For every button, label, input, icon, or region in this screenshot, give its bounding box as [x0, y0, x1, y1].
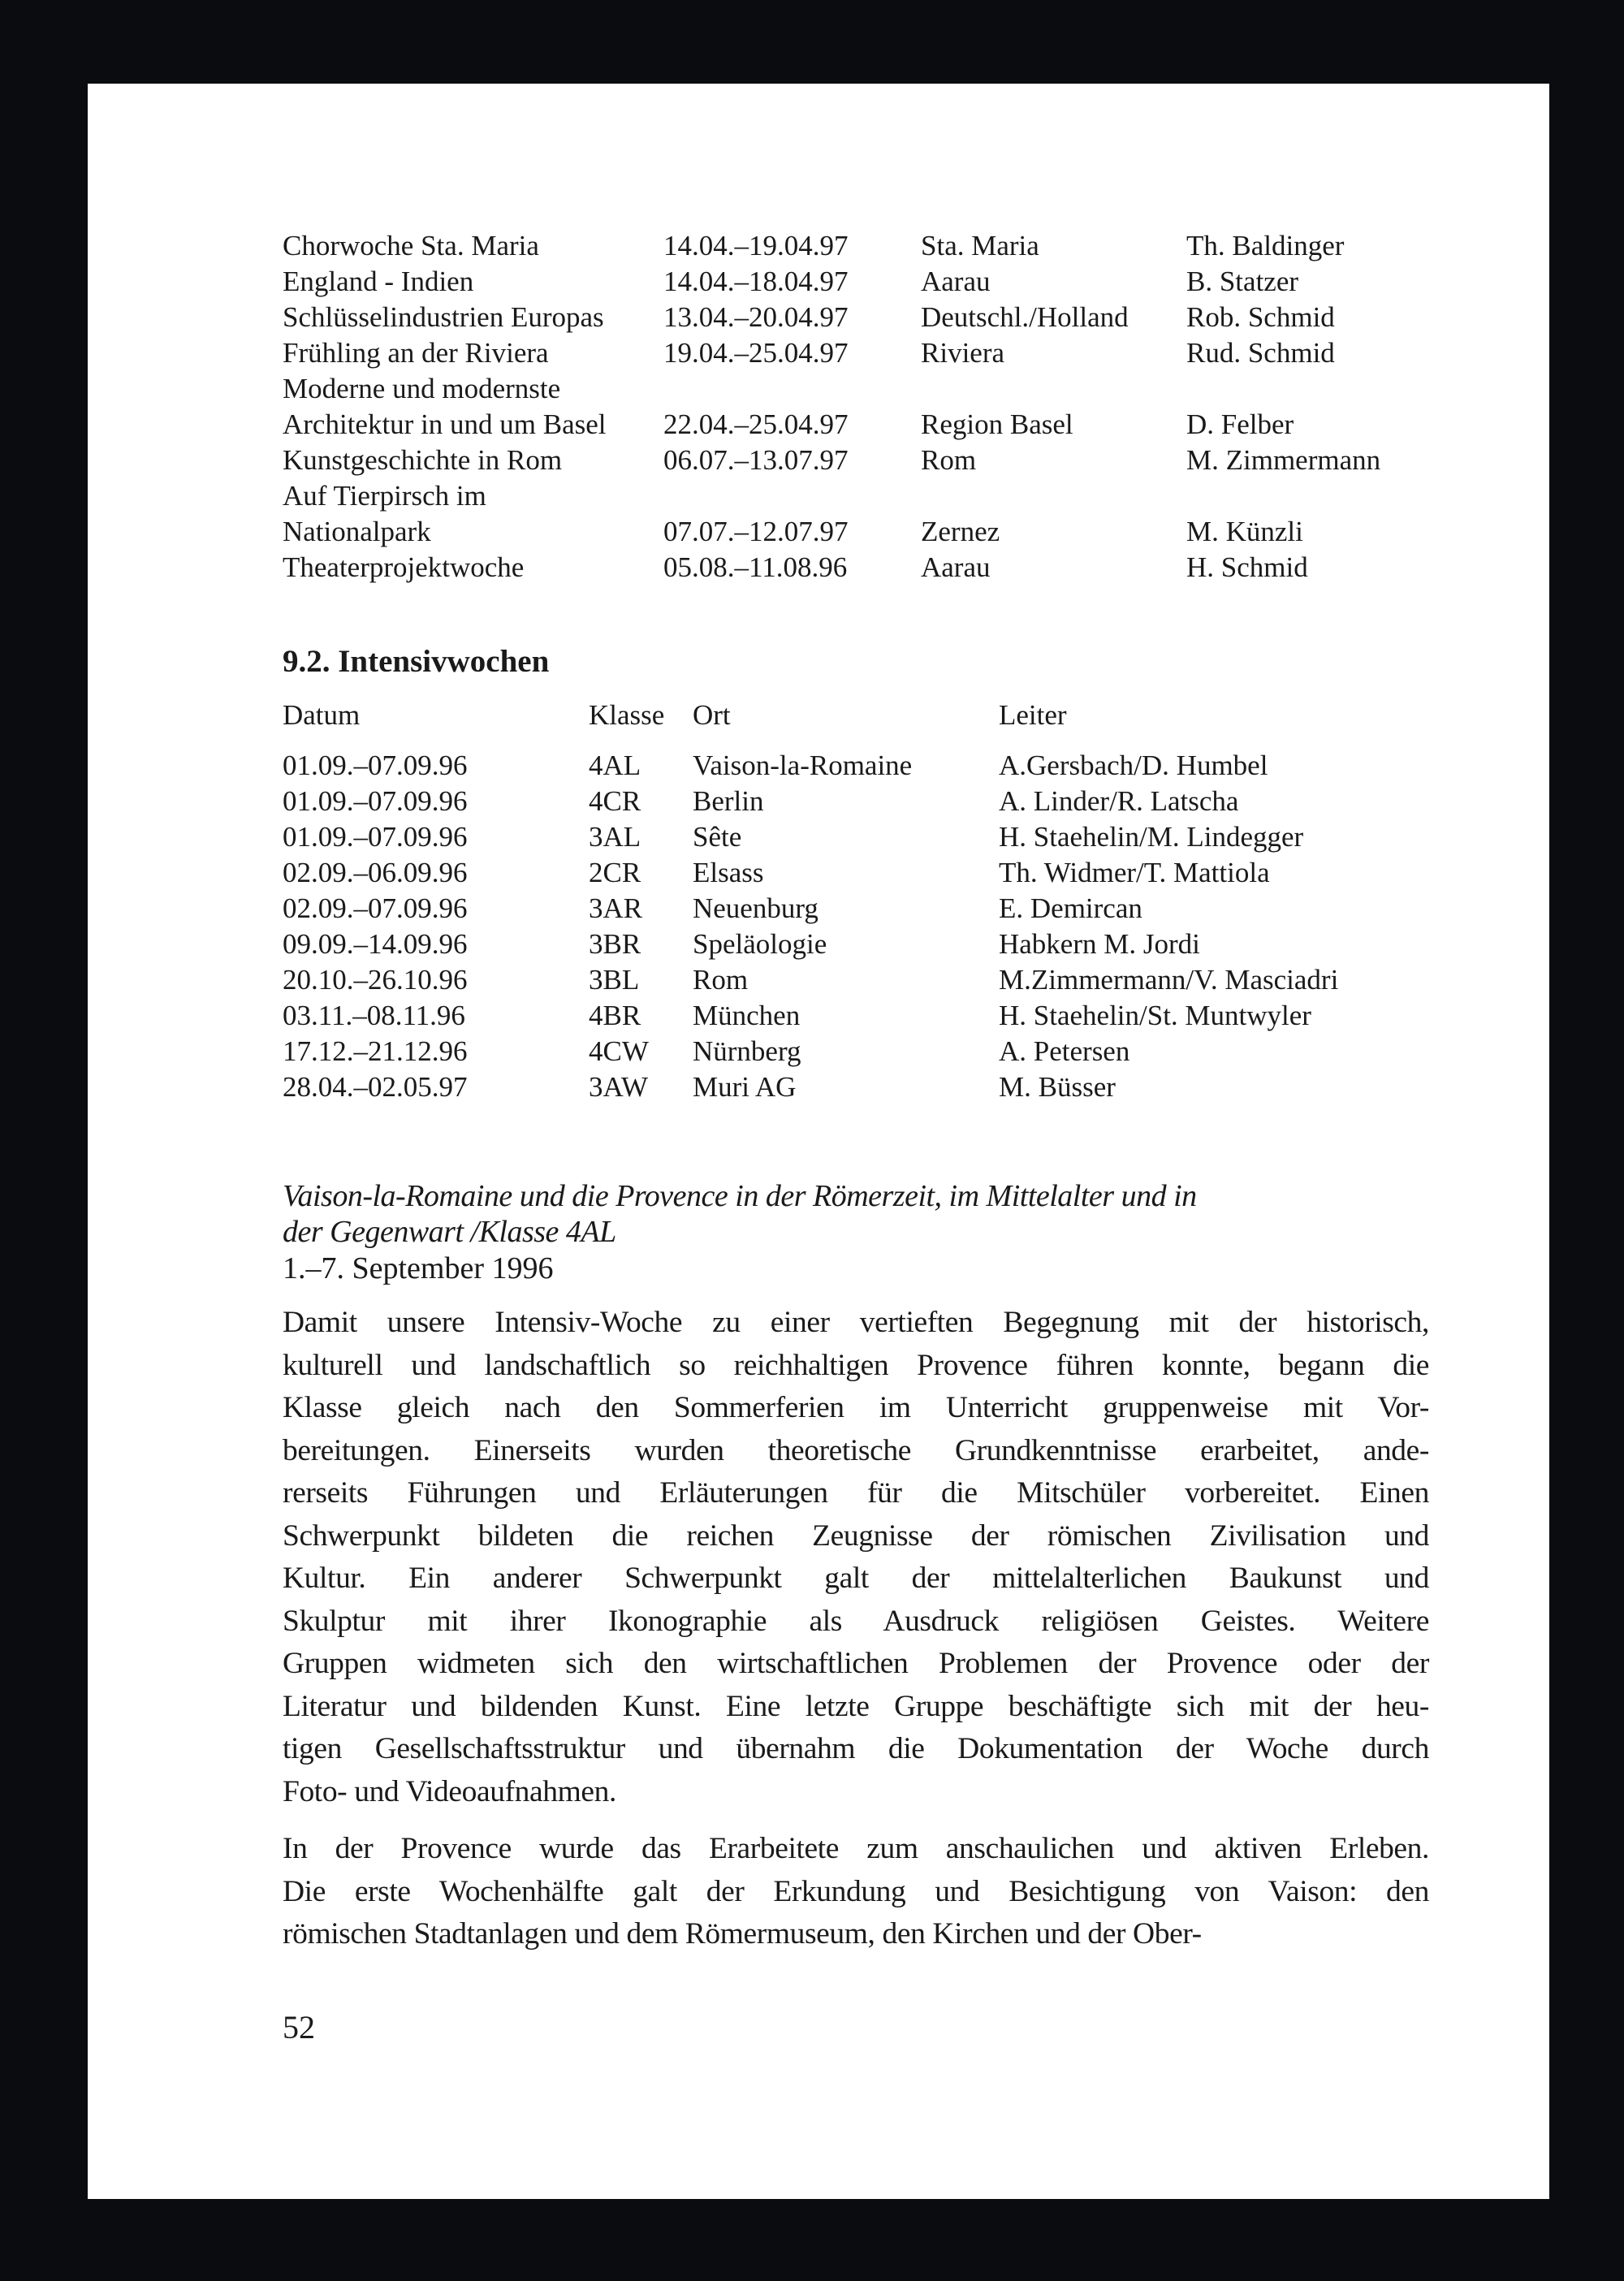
table-row	[283, 962, 1429, 998]
course-leader: M. Zimmermann	[1186, 444, 1381, 476]
table-row	[283, 371, 1429, 407]
paragraph-line: Kultur. Ein anderer Schwerpunkt galt der mittelalterlichen Baukunst und	[283, 1562, 1429, 1595]
table-row	[283, 855, 1429, 891]
paragraph-line: Schwerpunkt bildeten die reichen Zeugnisse der römischen Zivilisation und	[283, 1519, 1429, 1553]
table-row	[283, 819, 1429, 855]
course-title: Kunstgeschichte in Rom	[283, 444, 563, 476]
datum-cell: 28.04.–02.05.97	[283, 1071, 468, 1103]
datum-cell: 02.09.–07.09.96	[283, 892, 468, 924]
table-row	[283, 407, 1429, 443]
klasse-cell: 3BL	[589, 964, 640, 996]
course-place: Sta. Maria	[921, 230, 1039, 261]
paragraph-line: bereitungen. Einerseits wurden theoretische Grundkenntnisse erarbeitet, ande-	[283, 1433, 1429, 1467]
article-paragraph-1	[283, 1302, 1429, 1813]
table-row	[283, 891, 1429, 927]
ort-cell: Muri AG	[693, 1071, 797, 1103]
course-title: England - Indien	[283, 266, 474, 297]
datum-cell: 01.09.–07.09.96	[283, 821, 468, 853]
datum-cell: 17.12.–21.12.96	[283, 1035, 468, 1067]
course-date: 07.07.–12.07.97	[663, 516, 849, 547]
klasse-cell: 3AL	[589, 821, 641, 853]
ort-cell: München	[693, 1000, 801, 1031]
course-leader: Th. Baldinger	[1186, 230, 1345, 261]
klasse-cell: 3AW	[589, 1071, 649, 1103]
column-header-datum: Datum	[283, 699, 361, 731]
course-title: Chorwoche Sta. Maria	[283, 230, 539, 261]
course-place	[921, 478, 1186, 514]
ort-cell: Elsass	[693, 857, 764, 888]
leiter-cell: A. Linder/R. Latscha	[999, 785, 1239, 817]
ort-cell: Rom	[693, 964, 749, 996]
course-place: Aarau	[921, 551, 991, 583]
table-row	[283, 300, 1429, 335]
course-title: Theaterprojektwoche	[283, 551, 525, 583]
leiter-cell: Habkern M. Jordi	[999, 928, 1200, 960]
leiter-cell: H. Staehelin/M. Lindegger	[999, 821, 1304, 853]
column-header-klasse: Klasse	[589, 699, 665, 731]
intensive-weeks-table	[283, 698, 1429, 1105]
table-row	[283, 478, 1429, 514]
ort-cell: Nürnberg	[693, 1035, 801, 1067]
table-row	[283, 443, 1429, 478]
course-leader: B. Statzer	[1186, 266, 1299, 297]
course-leader: Rob. Schmid	[1186, 301, 1335, 333]
ort-cell: Speläologie	[693, 928, 827, 960]
column-header-leiter: Leiter	[999, 699, 1067, 731]
course-date: 19.04.–25.04.97	[663, 337, 849, 369]
course-date: 13.04.–20.04.97	[663, 301, 849, 333]
ort-cell: Sête	[693, 821, 742, 853]
course-title: Schlüsselindustrien Europas	[283, 301, 604, 333]
paragraph-line: Gruppen widmeten sich den wirtschaftlichen Problemen der Provence oder der	[283, 1647, 1429, 1680]
table-row	[283, 228, 1429, 264]
leiter-cell: A.Gersbach/D. Humbel	[999, 750, 1268, 781]
course-leader	[1186, 478, 1429, 514]
course-date: 05.08.–11.08.96	[663, 551, 848, 583]
table-row	[283, 1069, 1429, 1105]
course-place: Zernez	[921, 516, 1000, 547]
datum-cell: 03.11.–08.11.96	[283, 1000, 465, 1031]
paragraph-line: Damit unsere Intensiv-Woche zu einer vertieften Begegnung mit der historisch,	[283, 1306, 1429, 1339]
leiter-cell: A. Petersen	[999, 1035, 1130, 1067]
table-row	[283, 514, 1429, 550]
course-date: 14.04.–19.04.97	[663, 230, 849, 261]
column-header-ort: Ort	[693, 699, 731, 731]
paragraph-line: Foto- und Videoaufnahmen.	[283, 1774, 616, 1808]
course-date: 14.04.–18.04.97	[663, 266, 849, 297]
course-place: Region Basel	[921, 408, 1073, 440]
table-row	[283, 550, 1429, 585]
table-header-row	[283, 698, 1429, 748]
section-heading-intensivwochen: 9.2. Intensivwochen	[283, 644, 550, 679]
course-leader: H. Schmid	[1186, 551, 1308, 583]
course-title: Frühling an der Riviera	[283, 337, 549, 369]
ort-cell: Neuenburg	[693, 892, 818, 924]
course-leader	[1186, 371, 1429, 407]
paragraph-line: In der Provence wurde das Erarbeitete zum anschaulichen und aktiven Erleben.	[283, 1832, 1429, 1865]
klasse-cell: 2CR	[589, 857, 641, 888]
course-date	[663, 478, 921, 514]
klasse-cell: 4CR	[589, 785, 641, 817]
ort-cell: Berlin	[693, 785, 764, 817]
table-row	[283, 335, 1429, 371]
table-row	[283, 998, 1429, 1034]
page-number: 52	[283, 2009, 315, 2046]
table-row	[283, 927, 1429, 962]
course-date: 06.07.–13.07.97	[663, 444, 849, 476]
klasse-cell: 3AR	[589, 892, 643, 924]
course-place: Deutschl./Holland	[921, 301, 1129, 333]
article-title-line-1: Vaison-la-Romaine und die Provence in der Römerzeit, im Mittelalter und in	[283, 1179, 1197, 1213]
datum-cell: 09.09.–14.09.96	[283, 928, 468, 960]
leiter-cell: H. Staehelin/St. Muntwyler	[999, 1000, 1311, 1031]
leiter-cell: M. Büsser	[999, 1071, 1116, 1103]
course-leader: M. Künzli	[1186, 516, 1303, 547]
table-row	[283, 264, 1429, 300]
course-title: Architektur in und um Basel	[283, 408, 607, 440]
article-title-line-2: der Gegenwart /Klasse 4AL	[283, 1215, 616, 1249]
leiter-cell: Th. Widmer/T. Mattiola	[999, 857, 1270, 888]
paragraph-line: Klasse gleich nach den Sommerferien im Unterricht gruppenweise mit Vor-	[283, 1391, 1429, 1424]
course-title: Nationalpark	[283, 516, 431, 547]
page-content	[283, 228, 1429, 1956]
klasse-cell: 3BR	[589, 928, 641, 960]
leiter-cell: E. Demircan	[999, 892, 1142, 924]
paragraph-line: Literatur und bildenden Kunst. Eine letzte Gruppe beschäftigte sich mit der heu-	[283, 1689, 1429, 1723]
paragraph-line: Skulptur mit ihrer Ikonographie als Ausdruck religiösen Geistes. Weitere	[283, 1604, 1429, 1638]
paragraph-line: Die erste Wochenhälfte galt der Erkundung und Besichtigung von Vaison: den	[283, 1874, 1429, 1908]
course-leader: Rud. Schmid	[1186, 337, 1335, 369]
paragraph-line: römischen Stadtanlagen und dem Römermuseum, den Kirchen und der Ober-	[283, 1917, 1202, 1951]
article-date: 1.–7. September 1996	[283, 1251, 554, 1285]
course-title: Moderne und modernste	[283, 373, 561, 404]
course-date	[663, 371, 921, 407]
course-place	[921, 371, 1186, 407]
ort-cell: Vaison-la-Romaine	[693, 750, 913, 781]
leiter-cell: M.Zimmermann/V. Masciadri	[999, 964, 1339, 996]
article-title	[283, 1178, 1429, 1250]
datum-cell: 01.09.–07.09.96	[283, 785, 468, 817]
table-row	[283, 748, 1429, 784]
document-page	[88, 84, 1549, 2199]
course-weeks-table	[283, 228, 1429, 585]
course-date: 22.04.–25.04.97	[663, 408, 849, 440]
paragraph-line: rerseits Führungen und Erläuterungen für die Mitschüler vorbereitet. Einen	[283, 1476, 1429, 1510]
article-paragraph-2	[283, 1828, 1429, 1956]
course-place: Rom	[921, 444, 977, 476]
datum-cell: 01.09.–07.09.96	[283, 750, 468, 781]
course-place: Riviera	[921, 337, 1005, 369]
course-leader: D. Felber	[1186, 408, 1294, 440]
klasse-cell: 4BR	[589, 1000, 641, 1031]
table-row	[283, 1034, 1429, 1069]
klasse-cell: 4AL	[589, 750, 641, 781]
course-title: Auf Tierpirsch im	[283, 480, 486, 512]
paragraph-line: kulturell und landschaftlich so reichhaltigen Provence führen konnte, begann die	[283, 1348, 1429, 1382]
datum-cell: 02.09.–06.09.96	[283, 857, 468, 888]
datum-cell: 20.10.–26.10.96	[283, 964, 468, 996]
paragraph-line: tigen Gesellschaftsstruktur und übernahm die Dokumentation der Woche durch	[283, 1732, 1429, 1765]
table-row	[283, 784, 1429, 819]
course-place: Aarau	[921, 266, 991, 297]
klasse-cell: 4CW	[589, 1035, 649, 1067]
